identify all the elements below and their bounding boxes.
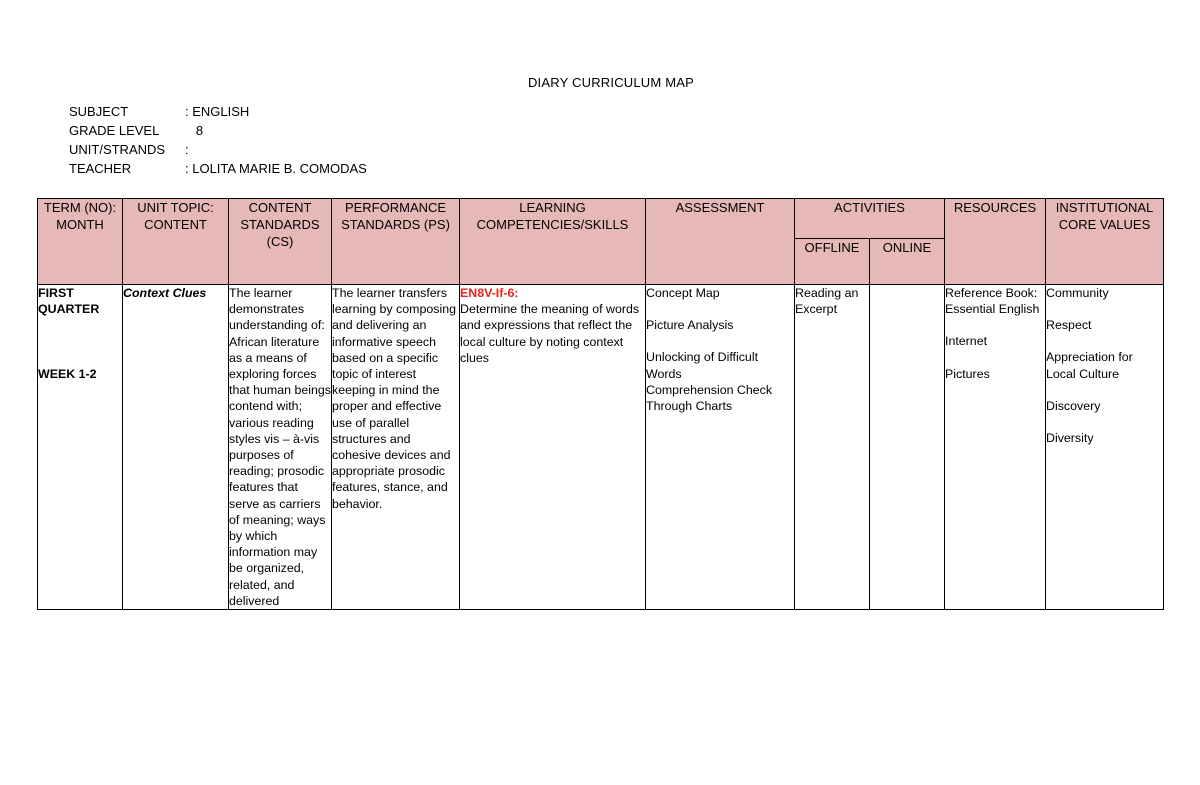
- header-activities: [795, 199, 945, 239]
- resource-item: Reference Book: Essential English: [945, 286, 1040, 317]
- header-online-label: ONLINE: [882, 240, 932, 255]
- meta-label: GRADE LEVEL: [69, 123, 160, 138]
- cell-competencies: [460, 285, 646, 610]
- header-competencies: [460, 199, 646, 285]
- header-resources: [945, 199, 1046, 285]
- header-assessment: [646, 199, 795, 285]
- meta-subject: [69, 104, 367, 123]
- meta-grade-level: [69, 123, 367, 142]
- meta-unit-strands: [69, 142, 367, 161]
- assessment-item: Concept Map: [646, 286, 720, 300]
- header-activities-label: ACTIVITIES: [834, 200, 905, 215]
- meta-value: :: [185, 142, 189, 157]
- meta-teacher: [69, 161, 367, 180]
- assessment-item: Unlocking of Difficult Words: [646, 350, 759, 381]
- cell-online: [870, 285, 945, 610]
- meta-value: : LOLITA MARIE B. COMODAS: [185, 161, 367, 176]
- cell-assessment: [646, 285, 795, 610]
- offline-activity: Reading an Excerpt: [795, 286, 859, 317]
- header-assessment-label: ASSESSMENT: [675, 200, 765, 215]
- assessment-item: Comprehension Check Through Charts: [646, 382, 773, 414]
- curriculum-map-table: [37, 198, 1164, 610]
- header-row-top: [38, 199, 1164, 239]
- meta-label: UNIT/STRANDS: [69, 142, 166, 157]
- cell-performance-standards: [332, 285, 460, 610]
- competency-code: EN8V-If-6:: [460, 286, 519, 300]
- core-value-item: Community: [1046, 286, 1109, 300]
- content-standards-text: The learner demonstrates understanding of: African literature as a means of exploring forces that human beings contend with; various reading styles vis – à-vis purposes of reading; prosodic features that serve as carriers of meaning; ways by which information may be organized, related, and delivered: [229, 286, 331, 608]
- resource-item: Pictures: [945, 366, 990, 381]
- document-title: DIARY CURRICULUM MAP: [527, 75, 695, 90]
- cell-unit-topic: [123, 285, 229, 610]
- header-unit-topic: [123, 199, 229, 285]
- core-value-item: Diversity: [1046, 431, 1094, 446]
- header-core-values-label: INSTITUTIONAL CORE VALUES: [1055, 200, 1154, 232]
- core-value-item: Discovery: [1046, 398, 1101, 413]
- week-label: WEEK 1-2: [38, 367, 97, 382]
- header-core-values: [1046, 199, 1164, 285]
- cell-core-values: [1046, 285, 1164, 610]
- meta-value: 8: [185, 123, 204, 138]
- header-term-label: TERM (NO): MONTH: [43, 200, 117, 232]
- header-offline: [795, 239, 870, 285]
- meta-label: SUBJECT: [69, 104, 129, 119]
- cell-offline: [795, 285, 870, 610]
- header-competencies-label: LEARNING COMPETENCIES/SKILLS: [476, 200, 629, 232]
- header-content-standards: [229, 199, 332, 285]
- header-offline-label: OFFLINE: [804, 240, 860, 255]
- core-value-item: Appreciation for Local Culture: [1046, 350, 1133, 381]
- meta-label: TEACHER: [69, 161, 132, 176]
- document-meta: [69, 104, 367, 180]
- header-unit-topic-label: UNIT TOPIC: CONTENT: [137, 200, 214, 232]
- meta-value: : ENGLISH: [185, 104, 250, 119]
- table-row: [38, 285, 1164, 610]
- header-performance-standards: [332, 199, 460, 285]
- header-content-standards-label: CONTENT STANDARDS (CS): [240, 200, 320, 249]
- header-online: [870, 239, 945, 285]
- quarter-label: FIRST QUARTER: [38, 286, 100, 317]
- competency-text: Determine the meaning of words and expressions that reflect the local culture by noting context clues: [460, 302, 640, 365]
- cell-content-standards: [229, 285, 332, 610]
- assessment-item: Picture Analysis: [646, 318, 734, 333]
- core-value-item: Respect: [1046, 318, 1092, 333]
- unit-topic-text: Context Clues: [123, 286, 207, 300]
- performance-standards-text: The learner transfers learning by composing and delivering an informative speech based on a specific topic of interest keeping in mind the proper and effective use of parallel structures and cohesive devices and appropriate prosodic features, stance, and behavior.: [332, 286, 456, 511]
- header-term: [38, 199, 123, 285]
- header-performance-standards-label: PERFORMANCE STANDARDS (PS): [341, 200, 450, 232]
- resource-item: Internet: [945, 334, 988, 349]
- header-resources-label: RESOURCES: [953, 200, 1037, 215]
- cell-resources: [945, 285, 1046, 610]
- cell-term: [38, 285, 123, 610]
